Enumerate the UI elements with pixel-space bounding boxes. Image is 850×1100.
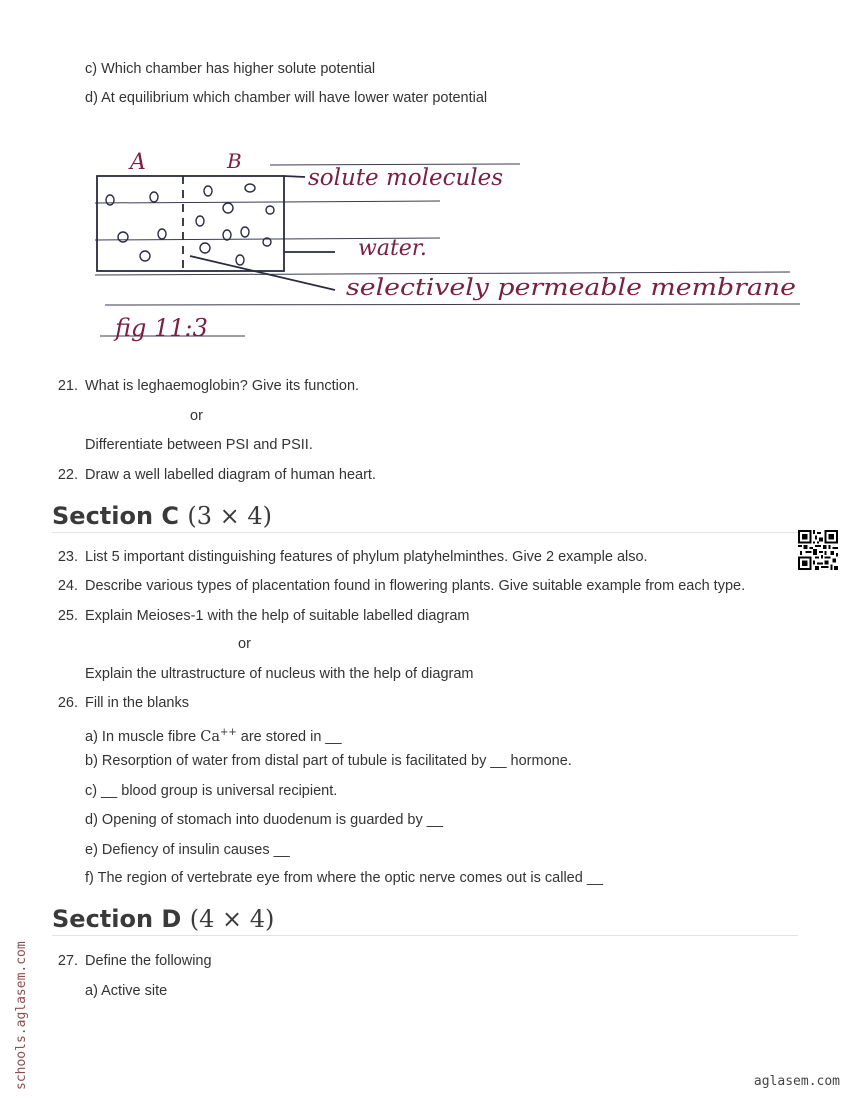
q21-alt: Differentiate between PSI and PSII. — [85, 437, 313, 453]
q26-a — [85, 724, 342, 746]
qr-code-icon — [798, 530, 838, 570]
item-c: c) Which chamber has higher solute potential — [85, 61, 376, 77]
figure-label-membrane: selectively permeable membrane — [346, 275, 796, 301]
q26-a-post: are stored in __ — [236, 728, 342, 745]
q25-or: or — [238, 636, 251, 652]
q27-a: a) Active site — [85, 983, 168, 999]
section-d-divider — [52, 935, 798, 936]
q21-text: What is leghaemoglobin? Give its function. — [85, 378, 360, 394]
q26-number: 26. — [57, 695, 78, 711]
q26-d: d) Opening of stomach into duodenum is guarded by __ — [85, 812, 443, 828]
q22-text: Draw a well labelled diagram of human heart. — [85, 467, 376, 483]
figure-label-a: A — [130, 150, 146, 175]
q25-alt: Explain the ultrastructure of nucleus with the help of diagram — [85, 666, 474, 682]
cut-off-line — [85, 1036, 115, 1039]
q21-or: or — [190, 408, 203, 424]
section-d-marks: (4 × 4) — [189, 905, 275, 933]
q24-number: 24. — [57, 578, 78, 594]
figure-label-water: water. — [358, 236, 427, 261]
q26-e: e) Defiency of insulin causes __ — [85, 842, 290, 858]
q26-a-sup: ++ — [220, 727, 237, 738]
q26-f: f) The region of vertebrate eye from where the optic nerve comes out is called __ — [85, 870, 603, 886]
q26-a-ca: Ca — [200, 728, 220, 745]
q25-text: Explain Meioses-1 with the help of suitable labelled diagram — [85, 608, 470, 624]
q23-text: List 5 important distinguishing features of phylum platyhelminthes. Give 2 example also. — [85, 549, 648, 565]
section-d-heading — [52, 905, 274, 933]
q26-c: c) __ blood group is universal recipient. — [85, 783, 338, 799]
section-c-label: Section C — [52, 502, 180, 530]
q21-number: 21. — [57, 378, 78, 394]
figure-caption: fig 11:3 — [115, 314, 208, 342]
q24-text: Describe various types of placentation found in flowering plants. Give suitable example from each type. — [85, 578, 746, 594]
q26-text: Fill in the blanks — [85, 695, 189, 711]
figure-label-solute: solute molecules — [308, 165, 504, 191]
section-c-divider — [52, 532, 798, 533]
q26-b: b) Resorption of water from distal part of tubule is facilitated by __ hormone. — [85, 753, 572, 769]
footer-site: aglasem.com — [753, 1074, 840, 1089]
q23-number: 23. — [57, 549, 78, 565]
q26-a-pre: a) In muscle fibre — [85, 728, 201, 745]
q27-number: 27. — [57, 953, 78, 969]
q25-number: 25. — [57, 608, 78, 624]
side-watermark: schools.aglasem.com — [14, 941, 29, 1090]
figure-label-b: B — [227, 149, 242, 173]
section-c-heading — [52, 502, 272, 530]
item-d: d) At equilibrium which chamber will have lower water potential — [85, 90, 488, 106]
section-c-marks: (3 × 4) — [187, 502, 273, 530]
q27-text: Define the following — [85, 953, 212, 969]
q22-number: 22. — [57, 467, 78, 483]
section-d-label: Section D — [52, 905, 182, 933]
osmosis-figure — [90, 140, 805, 365]
